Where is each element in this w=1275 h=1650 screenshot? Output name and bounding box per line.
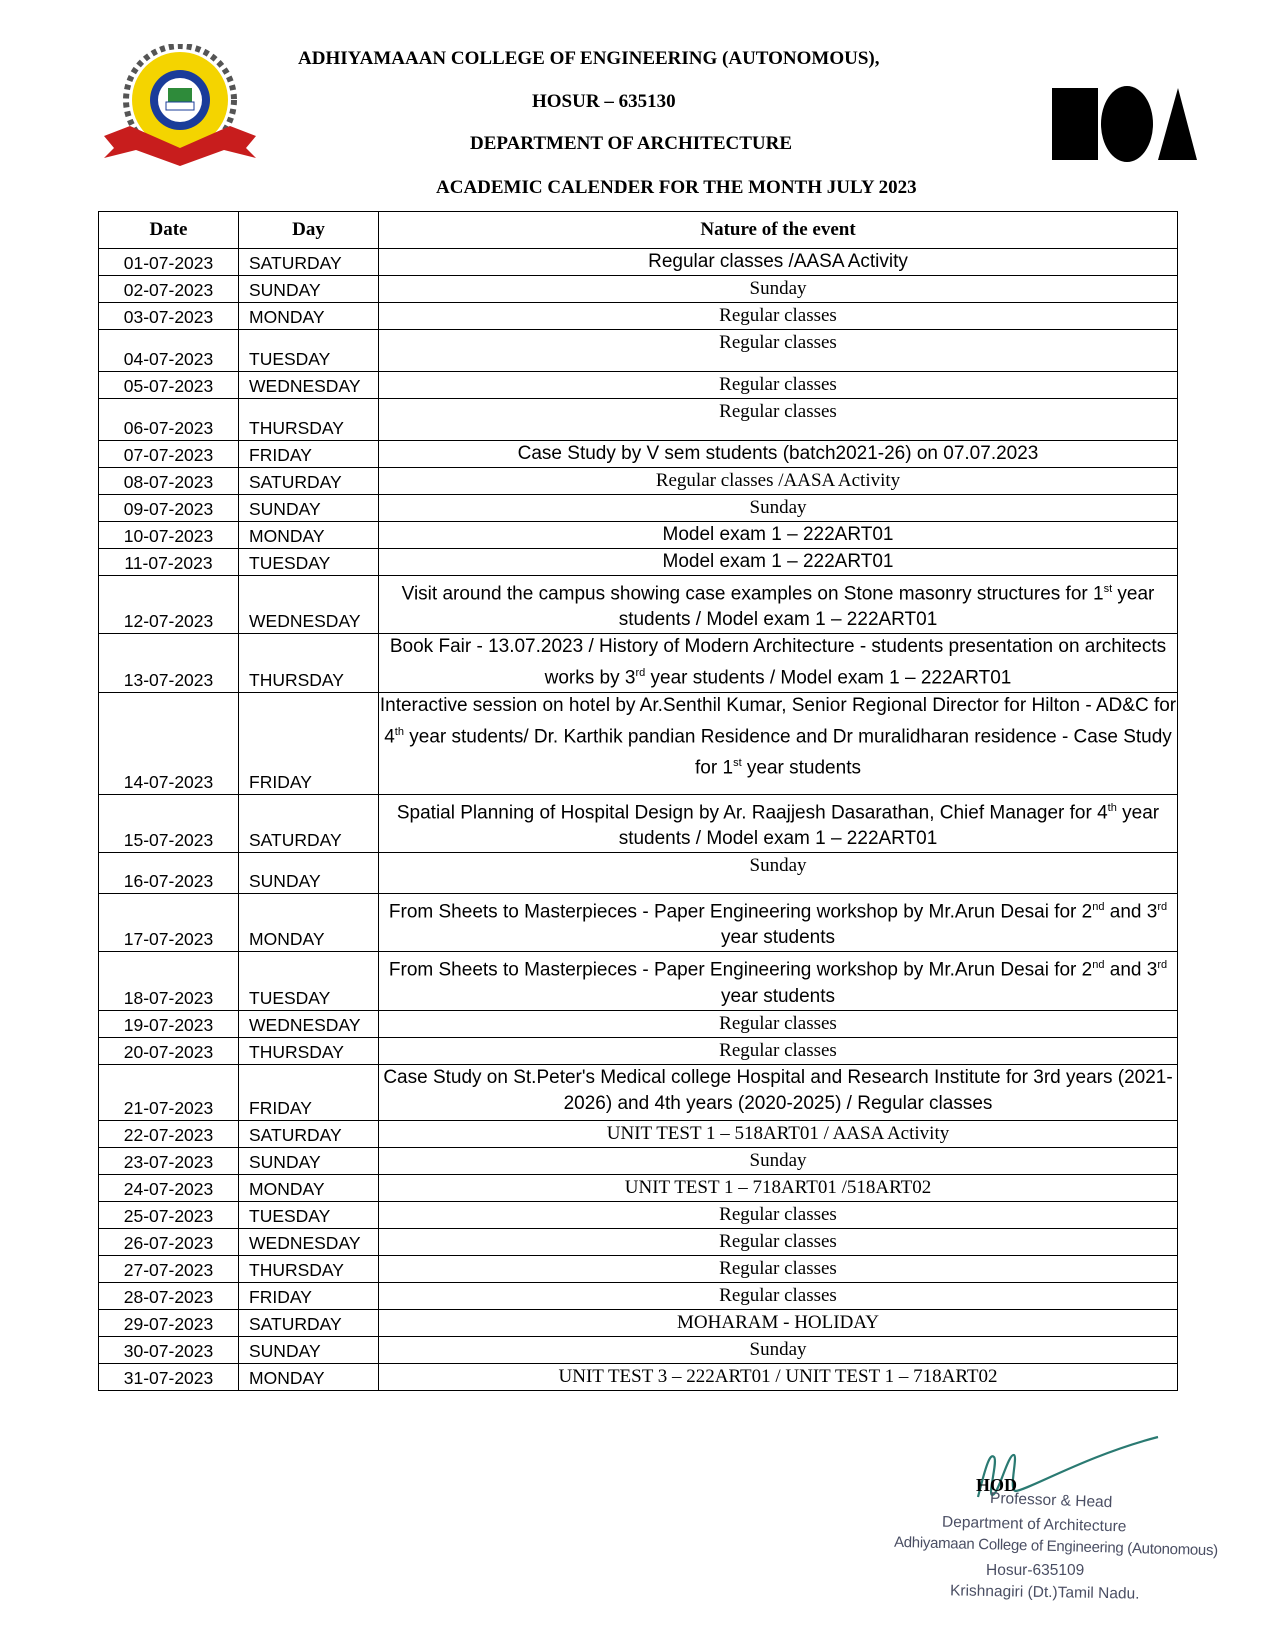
table-row (99, 372, 1178, 399)
row-day: THURSDAY (239, 634, 379, 692)
row-date: 21-07-2023 (99, 1064, 239, 1120)
row-date: 05-07-2023 (99, 372, 239, 399)
row-day: THURSDAY (239, 1255, 379, 1282)
row-day: SUNDAY (239, 1336, 379, 1363)
table-row (99, 399, 1178, 441)
row-event: Regular classes (379, 372, 1178, 399)
table-row (99, 1309, 1178, 1336)
table-row (99, 1037, 1178, 1064)
stamp-line: Professor & Head (989, 1489, 1113, 1512)
hod-signature-block (868, 1435, 1228, 1610)
table-row (99, 634, 1178, 692)
row-date: 17-07-2023 (99, 893, 239, 951)
row-date: 26-07-2023 (99, 1228, 239, 1255)
row-event: Interactive session on hotel by Ar.Senthil Kumar, Senior Regional Director for Hilton - AD&C for 4th year students/ Dr. Karthik pandian Residence and Dr muralidharan residence - Case Study for 1st year students (379, 692, 1178, 794)
row-event: UNIT TEST 1 – 518ART01 / AASA Activity (379, 1120, 1178, 1147)
row-event: Regular classes (379, 303, 1178, 330)
college-logo (100, 44, 260, 166)
table-row (99, 330, 1178, 372)
row-date: 13-07-2023 (99, 634, 239, 692)
row-date: 30-07-2023 (99, 1336, 239, 1363)
row-day: SUNDAY (239, 1147, 379, 1174)
row-date: 09-07-2023 (99, 495, 239, 522)
table-row (99, 468, 1178, 495)
row-date: 22-07-2023 (99, 1120, 239, 1147)
stamp-line: Krishnagiri (Dt.)Tamil Nadu. (949, 1582, 1140, 1603)
table-row (99, 1147, 1178, 1174)
table-row (99, 1255, 1178, 1282)
hod-label: HOD (976, 1475, 1018, 1495)
row-day: TUESDAY (239, 952, 379, 1010)
stamp-line: Adhiyamaan College of Engineering (Autonomous) (893, 1533, 1219, 1560)
row-day: MONDAY (239, 893, 379, 951)
table-row (99, 852, 1178, 893)
row-day: MONDAY (239, 1363, 379, 1390)
row-date: 24-07-2023 (99, 1174, 239, 1201)
row-event: Regular classes (379, 1282, 1178, 1309)
calendar-title: ACADEMIC CALENDER FOR THE MONTH JULY 2023 (436, 177, 917, 198)
row-event: Regular classes (379, 330, 1178, 372)
row-event: Sunday (379, 852, 1178, 893)
row-event: UNIT TEST 3 – 222ART01 / UNIT TEST 1 – 718ART02 (379, 1363, 1178, 1390)
row-event: Spatial Planning of Hospital Design by Ar. Raajjesh Dasarathan, Chief Manager for 4th year students / Model exam 1 – 222ART01 (379, 794, 1178, 852)
table-row (99, 1174, 1178, 1201)
row-event: Regular classes (379, 1201, 1178, 1228)
row-event: UNIT TEST 1 – 718ART01 /518ART02 (379, 1174, 1178, 1201)
row-date: 15-07-2023 (99, 794, 239, 852)
row-event: Visit around the campus showing case examples on Stone masonry structures for 1st year students / Model exam 1 – 222ART01 (379, 576, 1178, 634)
row-date: 25-07-2023 (99, 1201, 239, 1228)
row-date: 23-07-2023 (99, 1147, 239, 1174)
row-date: 19-07-2023 (99, 1010, 239, 1037)
table-row (99, 249, 1178, 276)
row-day: MONDAY (239, 1174, 379, 1201)
row-day: WEDNESDAY (239, 1010, 379, 1037)
table-row (99, 1363, 1178, 1390)
table-row (99, 893, 1178, 951)
calendar-table (98, 211, 1178, 1391)
row-day: SUNDAY (239, 495, 379, 522)
row-date: 08-07-2023 (99, 468, 239, 495)
row-event: Regular classes (379, 399, 1178, 441)
row-event: Sunday (379, 276, 1178, 303)
stamp-line: Hosur-635109 (986, 1562, 1085, 1579)
row-event: Sunday (379, 495, 1178, 522)
row-day: TUESDAY (239, 330, 379, 372)
row-day: TUESDAY (239, 1201, 379, 1228)
table-row (99, 522, 1178, 549)
table-row (99, 794, 1178, 852)
row-date: 20-07-2023 (99, 1037, 239, 1064)
table-row (99, 576, 1178, 634)
row-event: Book Fair - 13.07.2023 / History of Modern Architecture - students presentation on architects works by 3rd year students / Model exam 1 – 222ART01 (379, 634, 1178, 692)
table-row (99, 303, 1178, 330)
row-date: 18-07-2023 (99, 952, 239, 1010)
college-name: ADHIYAMAAAN COLLEGE OF ENGINEERING (AUTONOMOUS), (298, 48, 880, 69)
row-day: SATURDAY (239, 1309, 379, 1336)
row-event: Sunday (379, 1336, 1178, 1363)
column-header-event: Nature of the event (379, 212, 1178, 249)
row-day: THURSDAY (239, 399, 379, 441)
hoa-logo (1052, 86, 1197, 164)
table-row (99, 1064, 1178, 1120)
row-event: Regular classes (379, 1255, 1178, 1282)
row-event: Regular classes (379, 1010, 1178, 1037)
row-date: 12-07-2023 (99, 576, 239, 634)
row-day: SATURDAY (239, 249, 379, 276)
row-event: Model exam 1 – 222ART01 (379, 522, 1178, 549)
row-date: 10-07-2023 (99, 522, 239, 549)
row-day: WEDNESDAY (239, 576, 379, 634)
row-day: SUNDAY (239, 852, 379, 893)
row-date: 06-07-2023 (99, 399, 239, 441)
table-row (99, 1120, 1178, 1147)
table-row (99, 1336, 1178, 1363)
row-day: WEDNESDAY (239, 372, 379, 399)
row-event: Case Study on St.Peter's Medical college Hospital and Research Institute for 3rd years (2021-2026) and 4th years (2020-2025) / Regular classes (379, 1064, 1178, 1120)
row-day: FRIDAY (239, 1282, 379, 1309)
row-event: Regular classes /AASA Activity (379, 468, 1178, 495)
row-date: 03-07-2023 (99, 303, 239, 330)
row-date: 04-07-2023 (99, 330, 239, 372)
table-row (99, 495, 1178, 522)
row-event: Regular classes (379, 1037, 1178, 1064)
row-date: 02-07-2023 (99, 276, 239, 303)
column-header-day: Day (239, 212, 379, 249)
row-date: 14-07-2023 (99, 692, 239, 794)
row-event: Sunday (379, 1147, 1178, 1174)
row-event: Case Study by V sem students (batch2021-26) on 07.07.2023 (379, 441, 1178, 468)
row-day: FRIDAY (239, 1064, 379, 1120)
department-name: DEPARTMENT OF ARCHITECTURE (470, 133, 793, 154)
row-date: 29-07-2023 (99, 1309, 239, 1336)
row-day: FRIDAY (239, 692, 379, 794)
table-row (99, 276, 1178, 303)
row-date: 07-07-2023 (99, 441, 239, 468)
row-day: TUESDAY (239, 549, 379, 576)
row-event: MOHARAM - HOLIDAY (379, 1309, 1178, 1336)
row-date: 11-07-2023 (99, 549, 239, 576)
row-date: 01-07-2023 (99, 249, 239, 276)
row-event: From Sheets to Masterpieces - Paper Engineering workshop by Mr.Arun Desai for 2nd and 3rd year students (379, 893, 1178, 951)
table-row (99, 549, 1178, 576)
table-row (99, 1282, 1178, 1309)
row-day: SATURDAY (239, 794, 379, 852)
row-event: Regular classes (379, 1228, 1178, 1255)
row-day: MONDAY (239, 522, 379, 549)
table-row (99, 1201, 1178, 1228)
row-date: 27-07-2023 (99, 1255, 239, 1282)
row-day: SUNDAY (239, 276, 379, 303)
row-day: SATURDAY (239, 468, 379, 495)
row-event: Model exam 1 – 222ART01 (379, 549, 1178, 576)
table-row (99, 1228, 1178, 1255)
table-row (99, 1010, 1178, 1037)
row-date: 31-07-2023 (99, 1363, 239, 1390)
row-event: From Sheets to Masterpieces - Paper Engineering workshop by Mr.Arun Desai for 2nd and 3rd year students (379, 952, 1178, 1010)
table-row (99, 441, 1178, 468)
college-city: HOSUR – 635130 (532, 91, 676, 112)
table-row (99, 692, 1178, 794)
row-date: 28-07-2023 (99, 1282, 239, 1309)
row-day: THURSDAY (239, 1037, 379, 1064)
table-header-row (99, 212, 1178, 249)
row-day: SATURDAY (239, 1120, 379, 1147)
table-row (99, 952, 1178, 1010)
row-day: WEDNESDAY (239, 1228, 379, 1255)
row-day: MONDAY (239, 303, 379, 330)
row-event: Regular classes /AASA Activity (379, 249, 1178, 276)
stamp-line: Department of Architecture (941, 1513, 1127, 1536)
column-header-date: Date (99, 212, 239, 249)
row-day: FRIDAY (239, 441, 379, 468)
row-date: 16-07-2023 (99, 852, 239, 893)
